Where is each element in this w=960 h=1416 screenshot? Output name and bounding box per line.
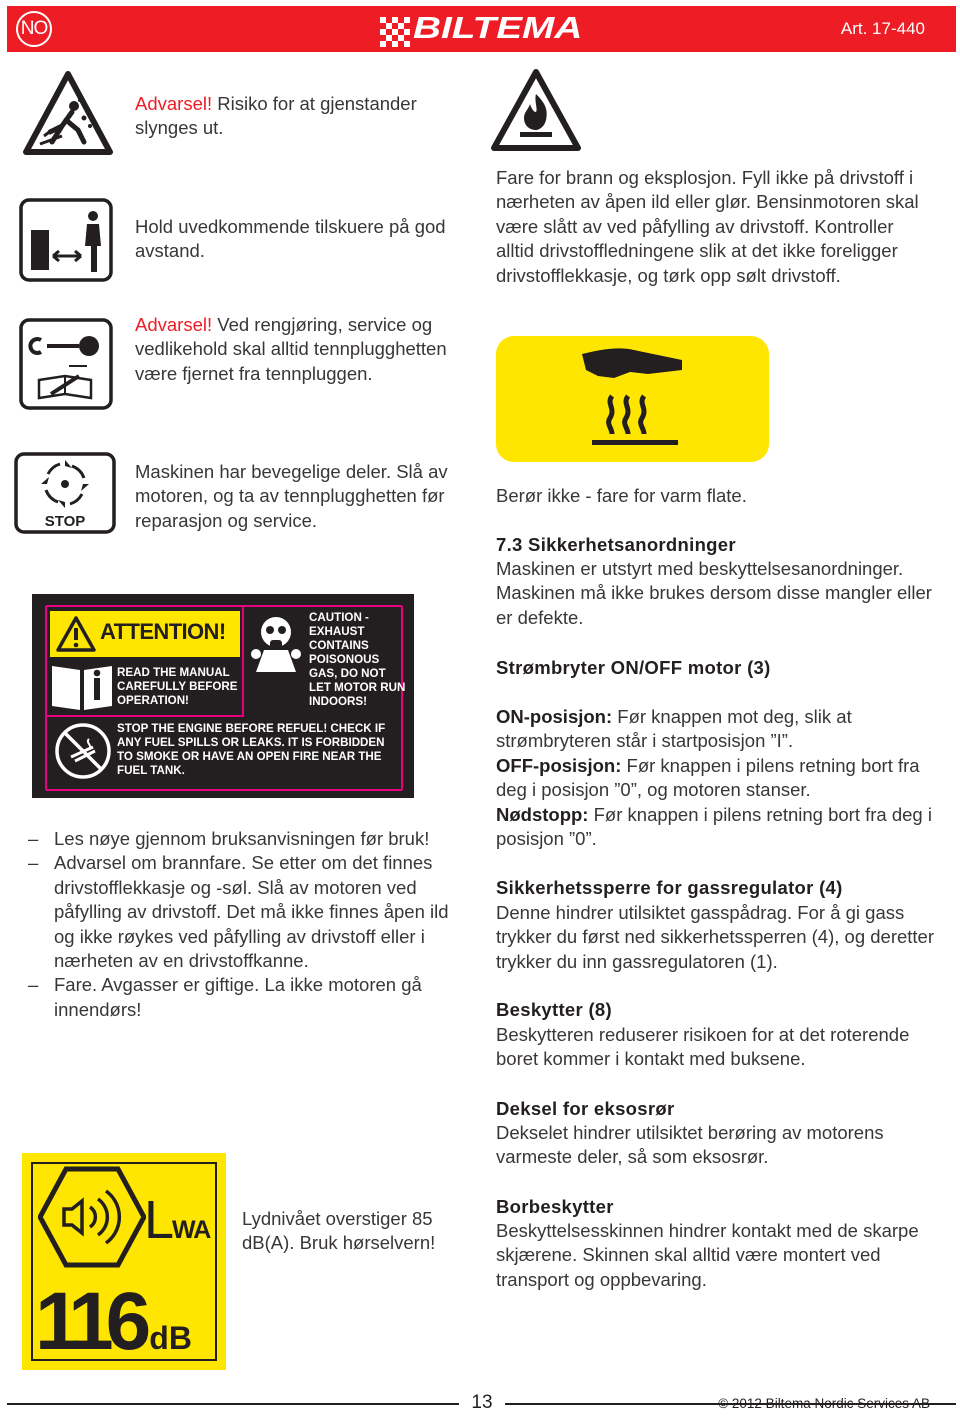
brand-logo: BILTEMA: [413, 10, 583, 45]
throttle-lock-text: Denne hindrer utilsiktet gasspådrag. For å gi gass trykker du først ned sikkerhetssperren (4), og deretter trykker du inn gassregulatoren (1).: [496, 902, 935, 972]
noise-text: Lydnivået overstiger 85 dB(A). Bruk hørselvern!: [242, 1208, 436, 1254]
switch-title: Strømbryter ON/OFF motor (3): [496, 657, 771, 678]
moving-parts-stop-icon: [14, 452, 116, 534]
throttle-lock-title: Sikkerhetssperre for gassregulator (4): [496, 877, 843, 898]
article-number: Art. 17-440: [840, 19, 925, 38]
list-item: – Les nøye gjennom bruksanvisningen før bruk!: [34, 827, 474, 851]
page-number: 13: [459, 1392, 505, 1416]
page-header: [7, 6, 956, 52]
noise-db-value: 116 dB: [35, 1276, 192, 1367]
manual-book-icon: [50, 662, 114, 712]
thrown-objects-warning-icon: [22, 70, 114, 156]
fire-warning-text: Fare for brann og eksplosjon. Fyll ikke på drivstoff i nærheten av åpen ild eller glør. Bensinmotoren skal være slått av ved påfylling av drivstoff. Kontroller alltid drivstoffledningene slik at det ikke foreligger drivstofflekkasje, og tørk opp sølt drivstoff.: [496, 167, 919, 286]
ear-protection-hexagon-icon: [38, 1165, 146, 1269]
spark-plug-maintenance-icon: [19, 318, 113, 410]
switch-description: ON-posisjon: Før knappen mot deg, slik at strømbryteren står i startposisjon ”I”. OFF-posisjon: Før knappen i pilens retning bort fra deg i posisjon ”0”, og motoren stanser. Nødstopp: Før knappen i pilens retning bort fra deg i posisjon ”0”.: [496, 706, 932, 850]
safety-bullet-list: [34, 827, 474, 1022]
exhaust-cover-title: Deksel for eksosrør: [496, 1098, 675, 1119]
hot-surface-sign: [496, 336, 769, 462]
keep-distance-text: Hold uvedkommende tilskuere på god avstand.: [135, 216, 446, 262]
attention-banner: ATTENTION!: [50, 611, 240, 657]
list-item: – Fare. Avgasser er giftige. La ikke motoren gå innendørs!: [34, 973, 474, 1022]
hot-surface-text: Berør ikke - fare for varm flate.: [496, 485, 747, 506]
list-item: – Advarsel om brannfare. Se etter om det finnes drivstofflekkasje og -søl. Slå av motoren ved påfylling av drivstoff. Det må ikke finnes åpen ild og ikke røykes ved påfylling av drivstoff eller i nærheten av en drivstoffkanne.: [34, 851, 474, 973]
section-text: Maskinen er utstyrt med beskyttelsesanordninger. Maskinen må ikke brukes dersom disse mangler eller er defekte.: [496, 558, 932, 628]
machine-warning-label: ATTENTION! READ THE MANUAL CAREFULLY BEFORE OPERATION! CAUTION - EXHAUST CONTAINS POISONOUS GAS, DO NOT LET MOTOR RUN INDOORS! STOP THE ENGINE BEFORE REFUEL! CHECK IF ANY FUEL SPILLS OR LEAKS. IT IS FORBIDDEN TO SMOKE OR HAVE AN OPEN FIRE NEAR THE FUEL TANK.: [32, 594, 414, 798]
hot-surface-icon: [578, 342, 688, 452]
copyright: © 2012 Biltema Nordic Services AB: [718, 1396, 930, 1411]
brand-checker-icon: [380, 15, 410, 49]
stop-label: STOP: [44, 513, 86, 530]
lwa-symbol: LWA: [144, 1190, 211, 1250]
moving-parts-text: Maskinen har bevegelige deler. Slå av motoren, og ta av tennplugghetten før reparasjon og service.: [135, 461, 448, 531]
section-title: 7.3 Sikkerhetsanordninger: [496, 534, 736, 555]
language-badge: NO: [16, 11, 52, 47]
noise-level-label: [22, 1153, 226, 1370]
no-smoking-icon: [53, 721, 113, 781]
fire-warning-icon: [490, 68, 582, 152]
bore-guard-text: Beskyttelsesskinnen hindrer kontakt med de skarpe skjærene. Skinnen skal alltid være montert ved transport og oppbevaring.: [496, 1220, 919, 1290]
maintenance-warning: Advarsel! Ved rengjøring, service og vedlikehold skal alltid tennplugghetten være fjernet fra tennpluggen.: [135, 314, 447, 384]
bore-guard-title: Borbeskytter: [496, 1196, 614, 1217]
guard-text: Beskytteren reduserer risikoen for at det roterende boret kommer i kontakt med buksene.: [496, 1024, 910, 1070]
attention-triangle-icon: [56, 616, 96, 652]
thrown-objects-warning: Advarsel! Risiko for at gjenstander slynges ut.: [135, 93, 417, 139]
exhaust-cover-text: Dekselet hindrer utilsiktet berøring av motorens varmeste deler, så som eksosrør.: [496, 1122, 884, 1168]
keep-distance-icon: [19, 198, 113, 282]
guard-title: Beskytter (8): [496, 999, 612, 1020]
